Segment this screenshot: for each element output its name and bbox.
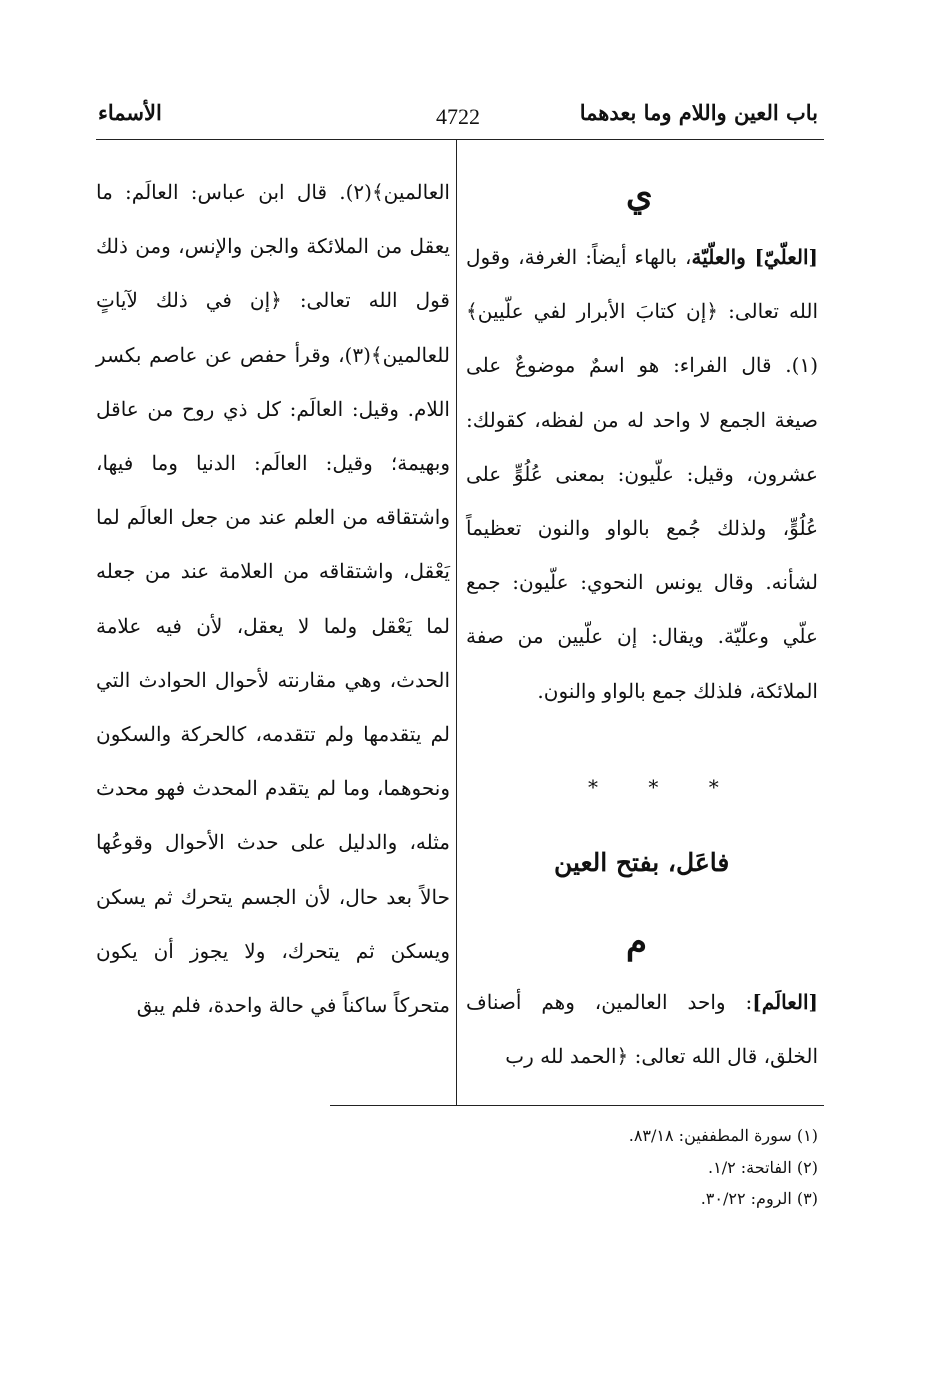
footnote-3: (٣) الروم: ٣٠/٢٢.: [700, 1189, 818, 1208]
entry-paragraph: [466, 230, 818, 718]
header-rule: [96, 139, 824, 140]
column-divider: [456, 140, 457, 1105]
section-letter-2: م: [626, 922, 648, 962]
section-title: باب العين واللام وما بعدهما: [579, 100, 818, 125]
left-column-text: العالمين﴾(٢). قال ابن عباس: العالَم: ما يعقل من الملائكة والجن والإنس، ومن ذلك قول الله تعالى: ﴿إن في ذلك لآياتٍ للعالمين﴾(٣)، وقرأ حفص عن عاصم بكسر اللام. وقيل: العالَم: كل ذي روح من عاقل وبهيمة؛ وقيل: العالَم: الدنيا وما فيها، واشتقاقه من العلم عند من جعل العالَم لما يَعْقل، واشتقاقه من العلامة عند من جعله لما يَعْقل ولما لا يعقل، لأن فيه علامة الحدث، وهي مقارنته لأحوال الحوادث التي لم يتقدمها ولم تتقدمه، كالحركة والسكون ونحوهما، وما لم يتقدم المحدث فهو محدث مثله، والدليل على حدث الأحوال وقوعُها حالاً بعد حال، لأن الجسم يتحرك ثم يسكن ويسكن ثم يتحرك، ولا يجوز أن يكون متحركاً ساكناً في حالة واحدة، فلم يبق: [96, 180, 450, 1018]
entry-lemma: [العلّيّ] والعلّيّة: [691, 245, 818, 269]
entry-lemma-2: [العالَم]: [752, 990, 818, 1014]
pattern-heading: فاعَل، بفتح العين: [554, 848, 730, 877]
footnote-1: (١) سورة المطففين: ٨٣/١٨.: [628, 1126, 818, 1145]
left-column: [96, 165, 450, 1032]
entry-text-2: : واحد العالمين، وهم أصناف الخلق، قال الله تعالى: ﴿الحمد لله رب: [466, 990, 818, 1069]
category-label: الأسماء: [98, 100, 162, 125]
footnote-2: (٢) الفاتحة: ١/٢.: [708, 1158, 818, 1177]
footnote-rule: [330, 1105, 824, 1106]
section-letter: ي: [626, 175, 653, 215]
section-separator: * * *: [588, 775, 741, 799]
entry-paragraph-2: [466, 975, 818, 1083]
right-column-entry-2: [466, 975, 818, 1083]
right-column-entry: [466, 230, 818, 718]
page-number: 4722: [436, 104, 480, 129]
entry-text: ، بالهاء أيضاً: الغرفة، وقول الله تعالى: ﴿إن كتابَ الأبرار لفي علّيين﴾(١). قال الفراء: هو اسمٌ موضوعٌ على صيغة الجمع لا واحد له من لفظه، كقولك: عشرون، وقيل: علّيون: بمعنى عُلُوٍّ على عُلُوٍّ، ولذلك جُمع بالواو والنون تعظيماً لشأنه. وقال يونس النحوي: علّيون: جمع علّي وعلّيّة. ويقال: إن علّيين من صفة الملائكة، فلذلك جمع بالواو والنون.: [466, 245, 818, 703]
